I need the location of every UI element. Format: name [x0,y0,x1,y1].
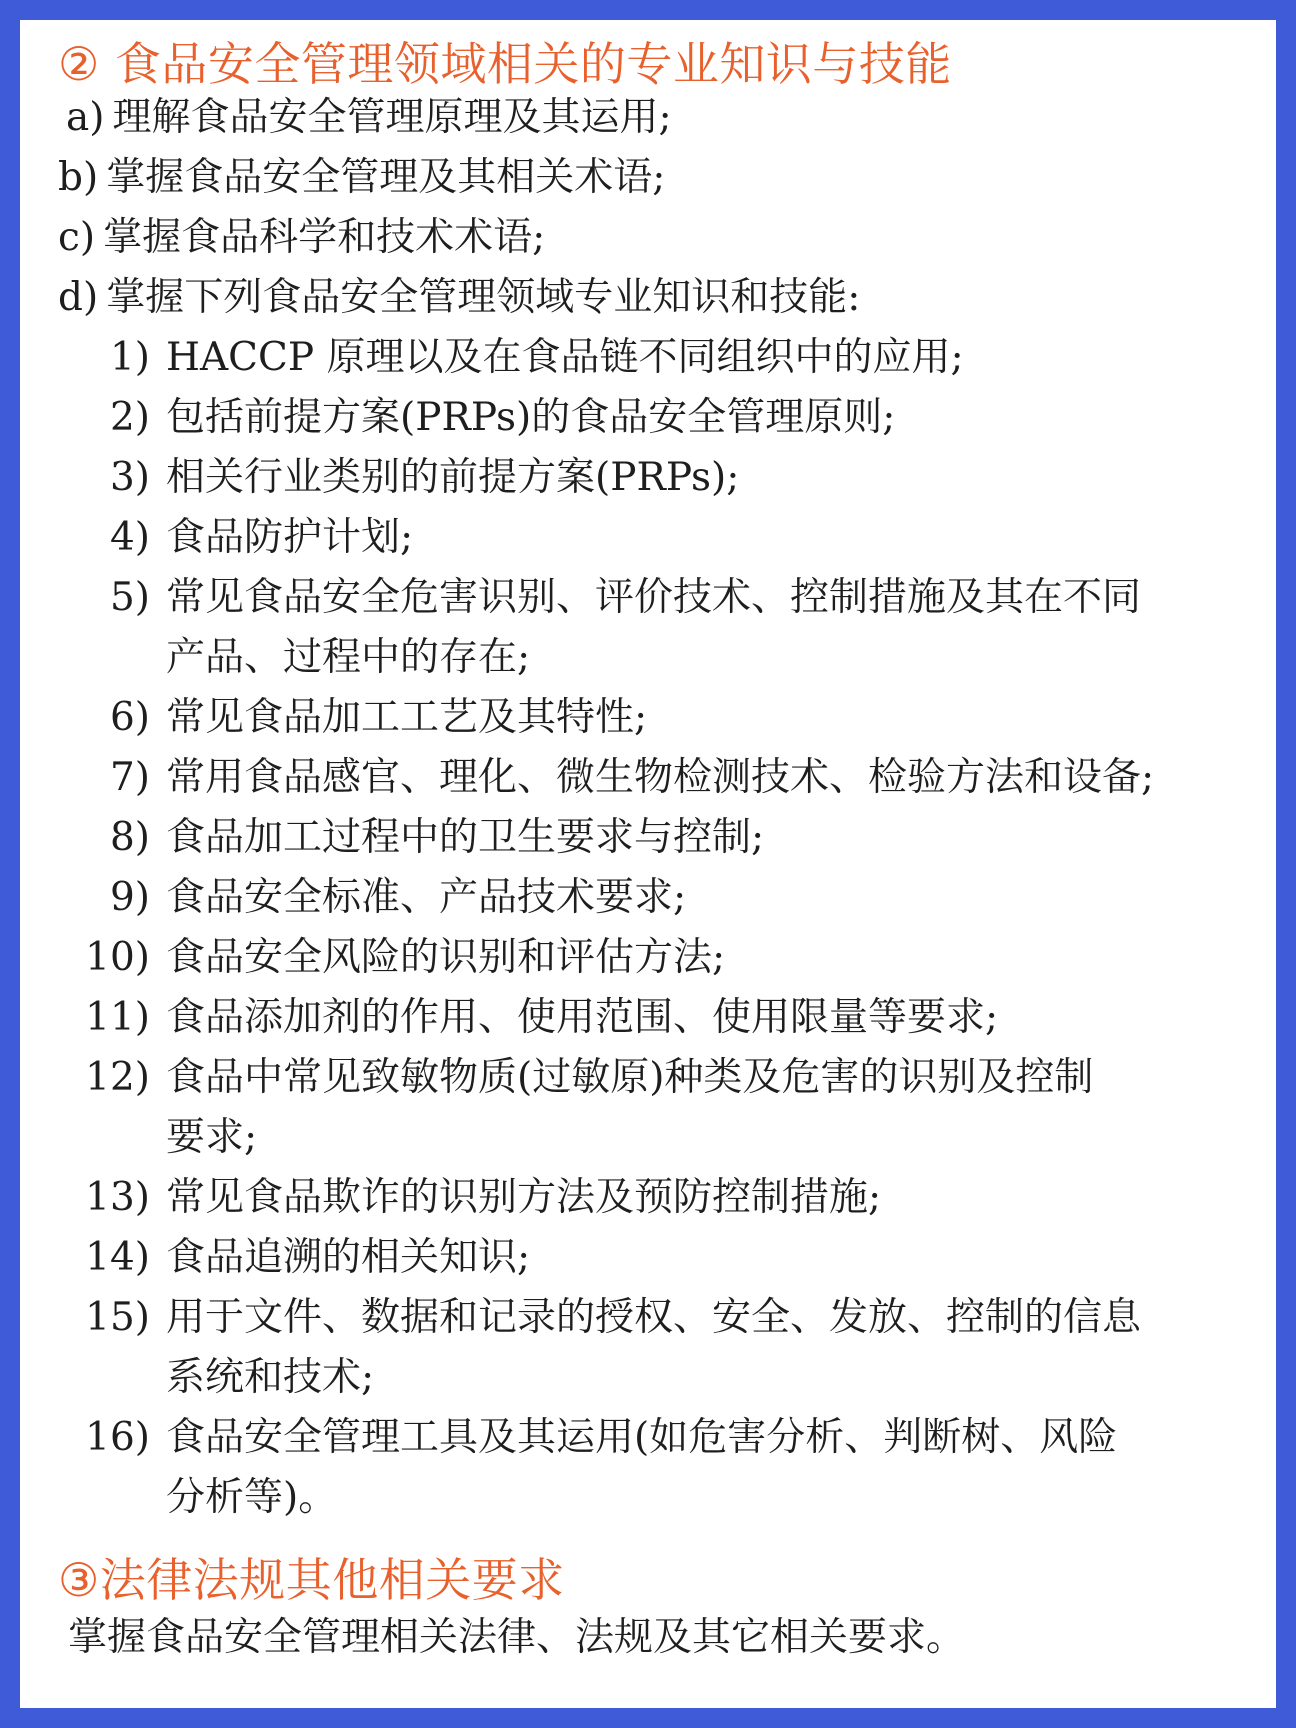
sub-item-label: 14) [85,1235,150,1280]
sub-item-text: 常见食品欺诈的识别方法及预防控制措施; [166,1175,882,1220]
sub-item-label: 10) [85,935,150,980]
sub-item-text: HACCP 原理以及在食品链不同组织中的应用; [166,335,964,380]
content-panel [20,20,1276,1708]
section-2-heading: ② 食品安全管理领域相关的专业知识与技能 [58,37,952,91]
sub-item-text: 食品安全管理工具及其运用(如危害分析、判断树、风险 分析等)。 [166,1415,1118,1520]
sub-list-item [70,1288,1226,1408]
sub-item-label: 5) [109,575,150,620]
sub-item-text: 食品追溯的相关知识; [166,1235,531,1280]
sub-item-text: 食品加工过程中的卫生要求与控制; [166,815,765,860]
sub-item-text: 食品安全标准、产品技术要求; [166,875,687,920]
item-text: 掌握食品安全管理及其相关术语; [106,155,666,200]
item-label: a) [66,95,105,140]
sub-item-text: 常见食品加工工艺及其特性; [166,695,648,740]
sub-list-item [70,808,1226,868]
sub-item-text: 食品中常见致敏物质(过敏原)种类及危害的识别及控制 要求; [166,1055,1094,1160]
sub-item-label: 6) [109,695,150,740]
sub-list-item [70,388,1226,448]
sub-item-label: 1) [109,335,150,380]
list-item [58,208,545,268]
sub-item-label: 13) [85,1175,150,1220]
item-text: 掌握食品科学和技术术语; [103,215,546,260]
sub-item-label: 2) [109,395,150,440]
section-3-text: 掌握食品安全管理相关法律、法规及其它相关要求。 [68,1615,966,1660]
item-label: c) [58,215,96,260]
item-label: b) [58,155,99,200]
sub-item-label: 3) [109,455,150,500]
sub-item-label: 7) [109,755,150,800]
item-label: d) [58,275,99,320]
sub-list-item [70,1408,1226,1528]
sub-item-text: 用于文件、数据和记录的授权、安全、发放、控制的信息 系统和技术; [166,1295,1142,1400]
list-item [58,268,860,328]
list-item [66,88,672,148]
sub-item-text: 常用食品感官、理化、微生物检测技术、检验方法和设备; [166,755,1155,800]
sub-item-label: 15) [85,1295,150,1340]
sub-item-label: 11) [85,995,150,1040]
sub-list-item [70,568,1226,688]
sub-item-text: 包括前提方案(PRPs)的食品安全管理原则; [166,395,896,440]
sub-list-item [70,328,1226,388]
item-text: 理解食品安全管理原理及其运用; [112,95,672,140]
sub-item-text: 常见食品安全危害识别、评价技术、控制措施及其在不同 产品、过程中的存在; [166,575,1142,680]
sub-item-label: 9) [109,875,150,920]
sub-list-item [70,748,1226,808]
sub-list-item [70,868,1226,928]
sub-list-item [70,928,1226,988]
sub-list-item [70,688,1226,748]
sub-item-text: 食品防护计划; [166,515,414,560]
sub-list-item [70,508,1226,568]
sub-item-text: 食品安全风险的识别和评估方法; [166,935,726,980]
sub-item-label: 8) [109,815,150,860]
list-item [58,148,665,208]
sub-list-item [70,988,1226,1048]
section-3-heading: ③法律法规其他相关要求 [58,1553,565,1607]
sub-list-item [70,1168,1226,1228]
sub-list-item [70,448,1226,508]
sub-list-item [70,1048,1226,1168]
sub-item-text: 相关行业类别的前提方案(PRPs); [166,455,740,500]
sub-item-text: 食品添加剂的作用、使用范围、使用限量等要求; [166,995,999,1040]
sub-item-label: 4) [109,515,150,560]
sub-item-label: 16) [85,1415,150,1460]
sub-list-item [70,1228,1226,1288]
item-text: 掌握下列食品安全管理领域专业知识和技能: [106,275,861,320]
sub-item-label: 12) [85,1055,150,1100]
